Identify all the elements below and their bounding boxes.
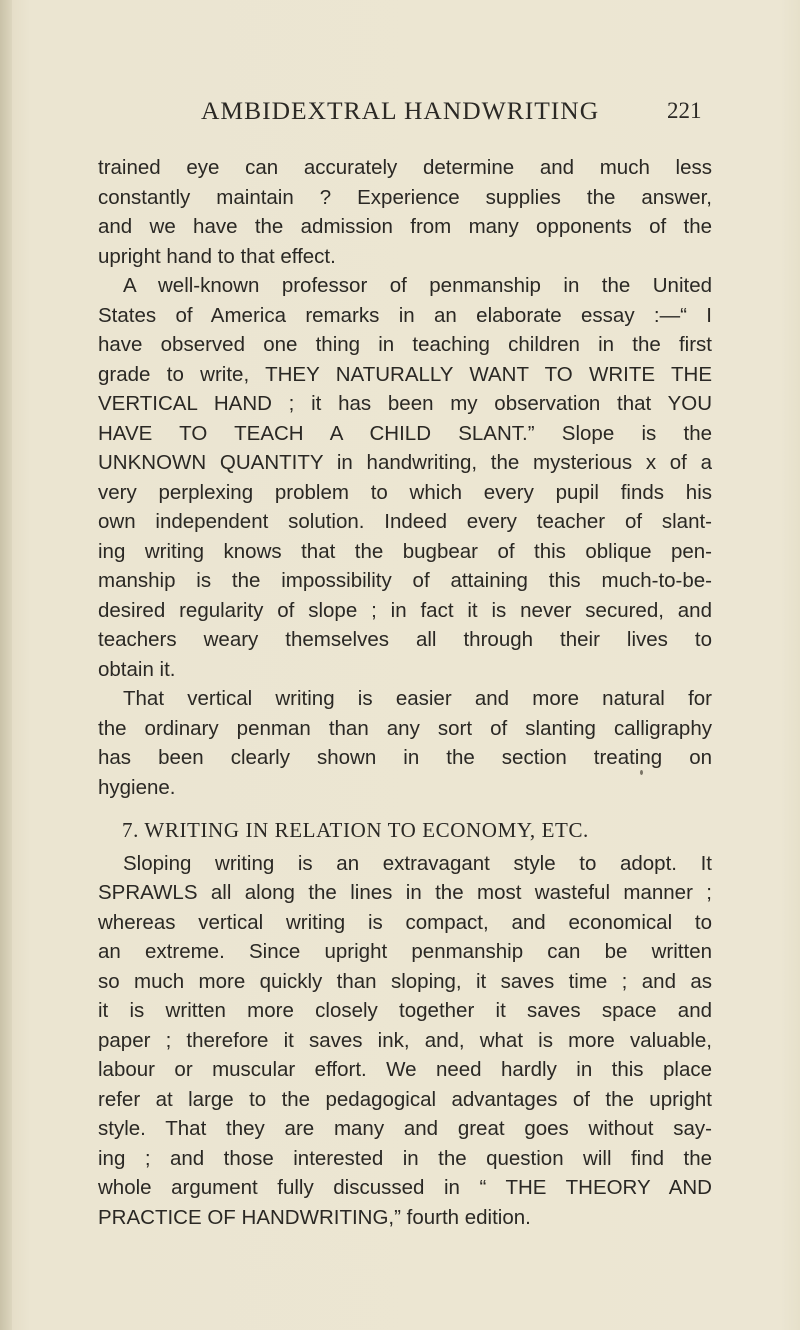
text-line: UNKNOWN QUANTITY in handwriting, the mysterious x of a bbox=[98, 451, 712, 474]
text-line: SPRAWLS all along the lines in the most wasteful manner ; bbox=[98, 881, 712, 904]
text-line: the ordinary penman than any sort of slanting calligraphy bbox=[98, 716, 712, 740]
text-line: has been clearly shown in the section treating on bbox=[98, 746, 712, 769]
text-line: have observed one thing in teaching children in the first bbox=[98, 333, 712, 356]
text-line: A well-known professor of penmanship in the United bbox=[123, 274, 712, 297]
text-line: refer at large to the pedagogical advantages of the upright bbox=[98, 1087, 712, 1111]
text-line: desired regularity of slope ; in fact it is never secured, and bbox=[98, 598, 712, 622]
text-line: upright hand to that effect. bbox=[98, 244, 336, 268]
text-line: so much more quickly than sloping, it saves time ; and as bbox=[98, 969, 712, 993]
text-line: and we have the admission from many opponents of the bbox=[98, 215, 712, 238]
text-line: whole argument fully discussed in “ THE THEORY AND bbox=[98, 1176, 712, 1199]
text-line: labour or muscular effort. We need hardly in this place bbox=[98, 1058, 712, 1081]
text-line: States of America remarks in an elaborate essay :—“ I bbox=[98, 303, 712, 327]
body-text bbox=[98, 153, 712, 1232]
text-line: PRACTICE OF HANDWRITING,” fourth edition. bbox=[98, 1205, 531, 1229]
text-line: manship is the impossibility of attaining this much-to-be- bbox=[98, 569, 712, 592]
text-line: HAVE TO TEACH A CHILD SLANT.” Slope is the bbox=[98, 421, 712, 445]
page-header bbox=[0, 96, 800, 136]
text-line: That vertical writing is easier and more natural for bbox=[123, 687, 712, 710]
text-line: grade to write, THEY NATURALLY WANT TO WRITE THE bbox=[98, 362, 712, 386]
section-heading: 7. WRITING IN RELATION TO ECONOMY, ETC. bbox=[122, 818, 589, 842]
text-line: teachers weary themselves all through their lives to bbox=[98, 628, 712, 651]
text-line: trained eye can accurately determine and much less bbox=[98, 156, 712, 179]
running-head: AMBIDEXTRAL HANDWRITING bbox=[201, 96, 600, 125]
text-line: Sloping writing is an extravagant style to adopt. It bbox=[123, 851, 712, 875]
text-line: ing ; and those interested in the question will find the bbox=[98, 1146, 712, 1170]
text-line: an extreme. Since upright penmanship can be written bbox=[98, 940, 712, 963]
text-line: own independent solution. Indeed every teacher of slant- bbox=[98, 510, 712, 533]
text-line: obtain it. bbox=[98, 657, 176, 681]
text-line: whereas vertical writing is compact, and economical to bbox=[98, 910, 712, 934]
page-gutter-shadow bbox=[0, 0, 12, 1330]
text-line: ing writing knows that the bugbear of this oblique pen- bbox=[98, 539, 712, 563]
text-line: hygiene. bbox=[98, 775, 176, 799]
text-line: very perplexing problem to which every pupil finds his bbox=[98, 480, 712, 504]
text-line: style. That they are many and great goes without say- bbox=[98, 1117, 712, 1140]
text-line: VERTICAL HAND ; it has been my observation that YOU bbox=[98, 392, 712, 415]
text-line: constantly maintain ? Experience supplies the answer, bbox=[98, 185, 712, 209]
page-number: 221 bbox=[667, 98, 702, 123]
ink-spot bbox=[640, 770, 643, 775]
text-line: paper ; therefore it saves ink, and, what is more valuable, bbox=[98, 1028, 712, 1052]
text-line: it is written more closely together it saves space and bbox=[98, 999, 712, 1022]
